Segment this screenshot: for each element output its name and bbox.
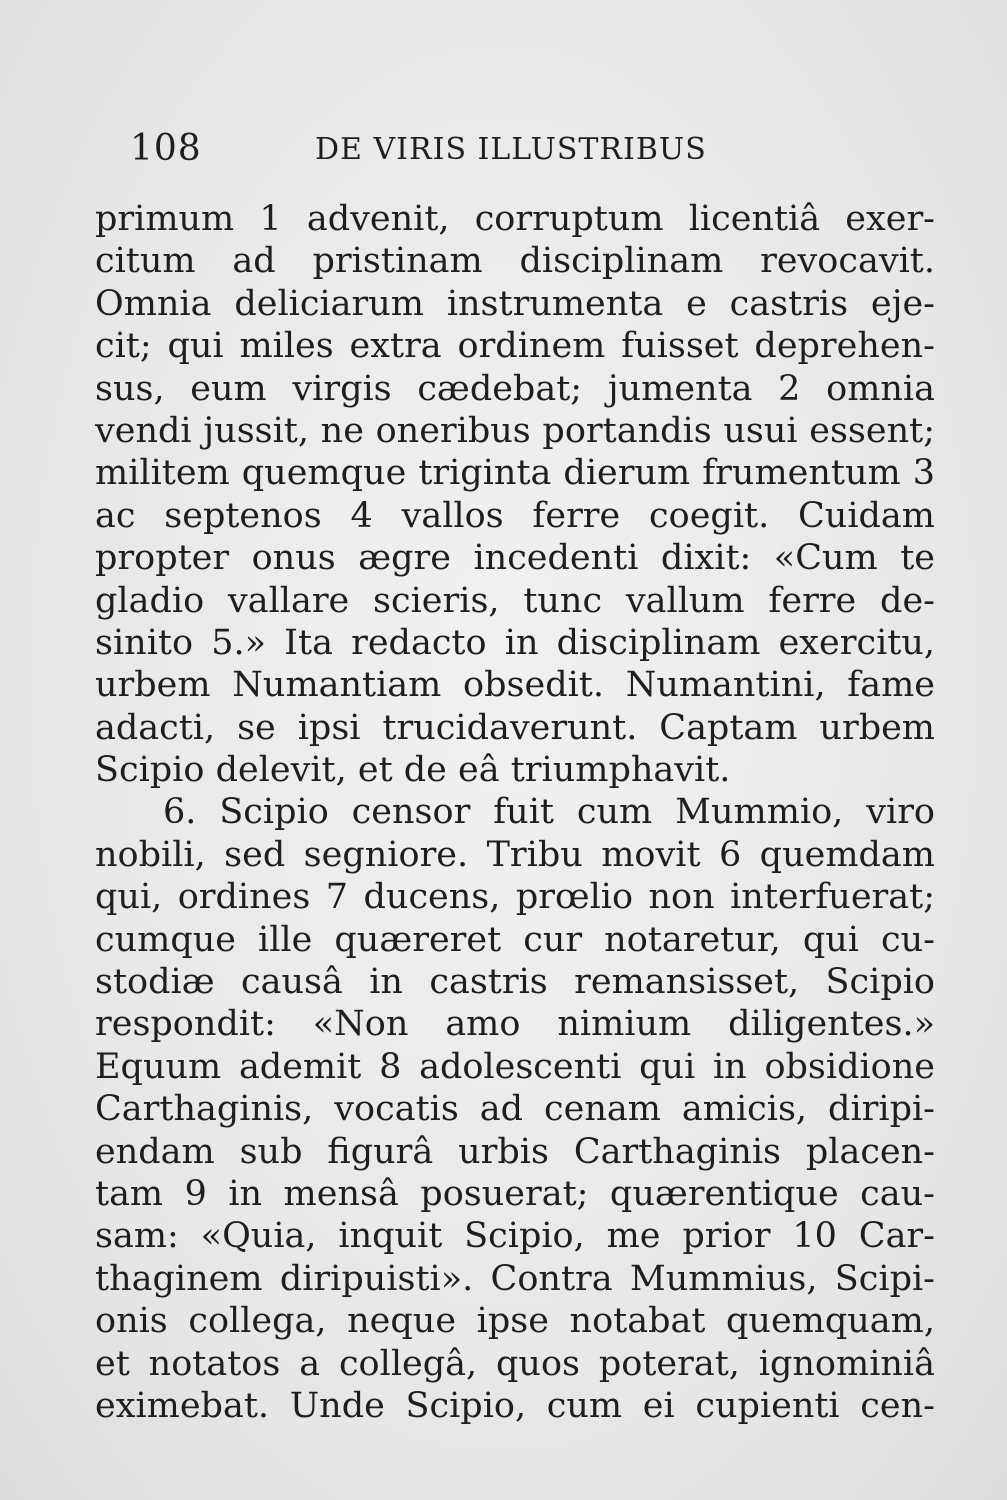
- page-number: 108: [130, 128, 202, 169]
- text-line: primum 1 advenit, corruptum licentiâ exer-: [95, 199, 935, 239]
- text-line: nobili, sed segniore. Tribu movit 6 quemdam: [95, 834, 935, 875]
- text-line: sinito 5.» Ita redacto in disciplinam exercitu,: [95, 622, 935, 663]
- text-line: adacti, se ipsi trucidaverunt. Captam urbem: [95, 707, 935, 748]
- text-line: tam 9 in mensâ posuerat; quærentique cau-: [95, 1173, 935, 1214]
- text-line: ac septenos 4 vallos ferre coegit. Cuidam: [95, 495, 935, 536]
- text-line: gladio vallare scieris, tunc vallum ferre de-: [95, 580, 935, 621]
- text-line: stodiæ causâ in castris remansisset, Scipio: [95, 962, 935, 1003]
- text-line: et notatos a collegâ, quos poterat, ignominiâ: [95, 1343, 935, 1384]
- body-text: [95, 198, 935, 1427]
- text-line: Omnia deliciarum instrumenta e castris eje-: [95, 283, 935, 324]
- text-line: cumque ille quæreret cur notaretur, qui cu-: [95, 919, 935, 960]
- text-line: Carthaginis, vocatis ad cenam amicis, diripi-: [95, 1089, 935, 1130]
- text-line: respondit: «Non amo nimium diligentes.»: [95, 1004, 935, 1045]
- paragraph-start-line: 6. Scipio censor fuit cum Mummio, viro: [163, 792, 935, 833]
- text-line: propter onus ægre incedenti dixit: «Cum te: [95, 538, 935, 579]
- text-line: militem quemque triginta dierum frumentum 3: [95, 453, 935, 494]
- text-line: thaginem diripuisti». Contra Mummius, Scipi-: [95, 1258, 935, 1299]
- text-line: vendi jussit, ne oneribus portandis usui essent;: [95, 410, 935, 451]
- text-line: sam: «Quia, inquit Scipio, me prior 10 Car-: [95, 1216, 935, 1257]
- text-line: eximebat. Unde Scipio, cum ei cupienti cen-: [95, 1385, 935, 1426]
- text-line: sus, eum virgis cædebat; jumenta 2 omnia: [95, 368, 935, 409]
- text-line: citum ad pristinam disciplinam revocavit.: [95, 241, 935, 282]
- text-line: onis collega, neque ipse notabat quemquam,: [95, 1301, 935, 1342]
- text-line: endam sub figurâ urbis Carthaginis placen-: [95, 1131, 935, 1172]
- paragraph-end-line: Scipio delevit, et de eâ triumphavit.: [95, 750, 731, 791]
- text-line: cit; qui miles extra ordinem fuisset deprehen-: [95, 326, 935, 367]
- text-line: Equum ademit 8 adolescenti qui in obsidione: [95, 1046, 935, 1087]
- text-line: urbem Numantiam obsedit. Numantini, fame: [95, 665, 935, 706]
- running-head: [130, 128, 730, 172]
- running-title: DE VIRIS ILLUSTRIBUS: [315, 132, 707, 167]
- text-line: qui, ordines 7 ducens, prœlio non interfuerat;: [95, 877, 935, 918]
